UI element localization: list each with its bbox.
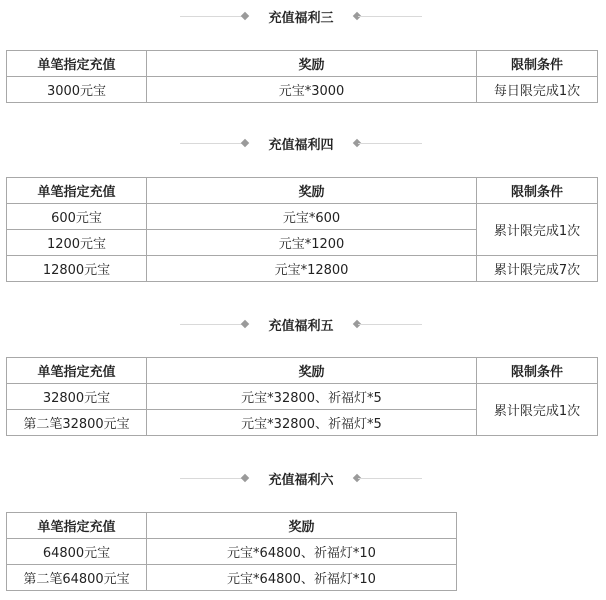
cell-amount: 3000元宝 <box>7 77 147 103</box>
cell-reward: 元宝*32800、祈福灯*5 <box>147 410 477 436</box>
cell-reward: 元宝*1200 <box>147 230 477 256</box>
cell-limit: 累计限完成7次 <box>477 256 598 282</box>
diamond-icon <box>241 320 249 328</box>
cell-reward: 元宝*600 <box>147 204 477 230</box>
recharge-table <box>6 177 598 282</box>
header-amount: 单笔指定充值 <box>7 513 147 539</box>
cell-limit: 每日限完成1次 <box>477 77 598 103</box>
cell-reward: 元宝*64800、祈福灯*10 <box>147 539 457 565</box>
divider-line <box>358 143 422 144</box>
cell-amount: 1200元宝 <box>7 230 147 256</box>
table-header-row <box>7 513 457 539</box>
table-row <box>7 77 598 103</box>
table-header-row <box>7 51 598 77</box>
section-title: 充值福利五 <box>268 319 334 334</box>
section-heading <box>0 133 606 155</box>
table-row <box>7 384 598 410</box>
header-limit: 限制条件 <box>477 51 598 77</box>
section-title: 充值福利六 <box>268 473 334 488</box>
diamond-icon <box>241 474 249 482</box>
header-limit: 限制条件 <box>477 358 598 384</box>
table-header-row <box>7 178 598 204</box>
table-row <box>7 256 598 282</box>
divider-line <box>180 478 244 479</box>
section-title: 充值福利三 <box>268 11 334 26</box>
header-amount: 单笔指定充值 <box>7 178 147 204</box>
divider-line <box>358 16 422 17</box>
table-header-row <box>7 358 598 384</box>
section-heading <box>0 314 606 336</box>
cell-amount: 12800元宝 <box>7 256 147 282</box>
cell-reward: 元宝*32800、祈福灯*5 <box>147 384 477 410</box>
recharge-table <box>6 357 598 436</box>
table-row <box>7 204 598 230</box>
section-title: 充值福利四 <box>268 138 334 153</box>
divider-line <box>358 478 422 479</box>
cell-limit: 累计限完成1次 <box>477 384 598 436</box>
header-reward: 奖励 <box>147 51 477 77</box>
cell-reward: 元宝*3000 <box>147 77 477 103</box>
table-row <box>7 565 457 591</box>
recharge-table <box>6 50 598 103</box>
cell-amount: 600元宝 <box>7 204 147 230</box>
header-amount: 单笔指定充值 <box>7 358 147 384</box>
cell-limit: 累计限完成1次 <box>477 204 598 256</box>
cell-reward: 元宝*12800 <box>147 256 477 282</box>
header-limit: 限制条件 <box>477 178 598 204</box>
cell-amount: 第二笔32800元宝 <box>7 410 147 436</box>
diamond-icon <box>241 139 249 147</box>
cell-amount: 32800元宝 <box>7 384 147 410</box>
section-heading <box>0 468 606 490</box>
header-reward: 奖励 <box>147 513 457 539</box>
section-heading <box>0 6 606 28</box>
header-amount: 单笔指定充值 <box>7 51 147 77</box>
cell-amount: 第二笔64800元宝 <box>7 565 147 591</box>
divider-line <box>358 324 422 325</box>
cell-reward: 元宝*64800、祈福灯*10 <box>147 565 457 591</box>
table-row <box>7 539 457 565</box>
divider-line <box>180 16 244 17</box>
header-reward: 奖励 <box>147 358 477 384</box>
divider-line <box>180 143 244 144</box>
recharge-table <box>6 512 457 591</box>
cell-amount: 64800元宝 <box>7 539 147 565</box>
diamond-icon <box>241 12 249 20</box>
divider-line <box>180 324 244 325</box>
header-reward: 奖励 <box>147 178 477 204</box>
